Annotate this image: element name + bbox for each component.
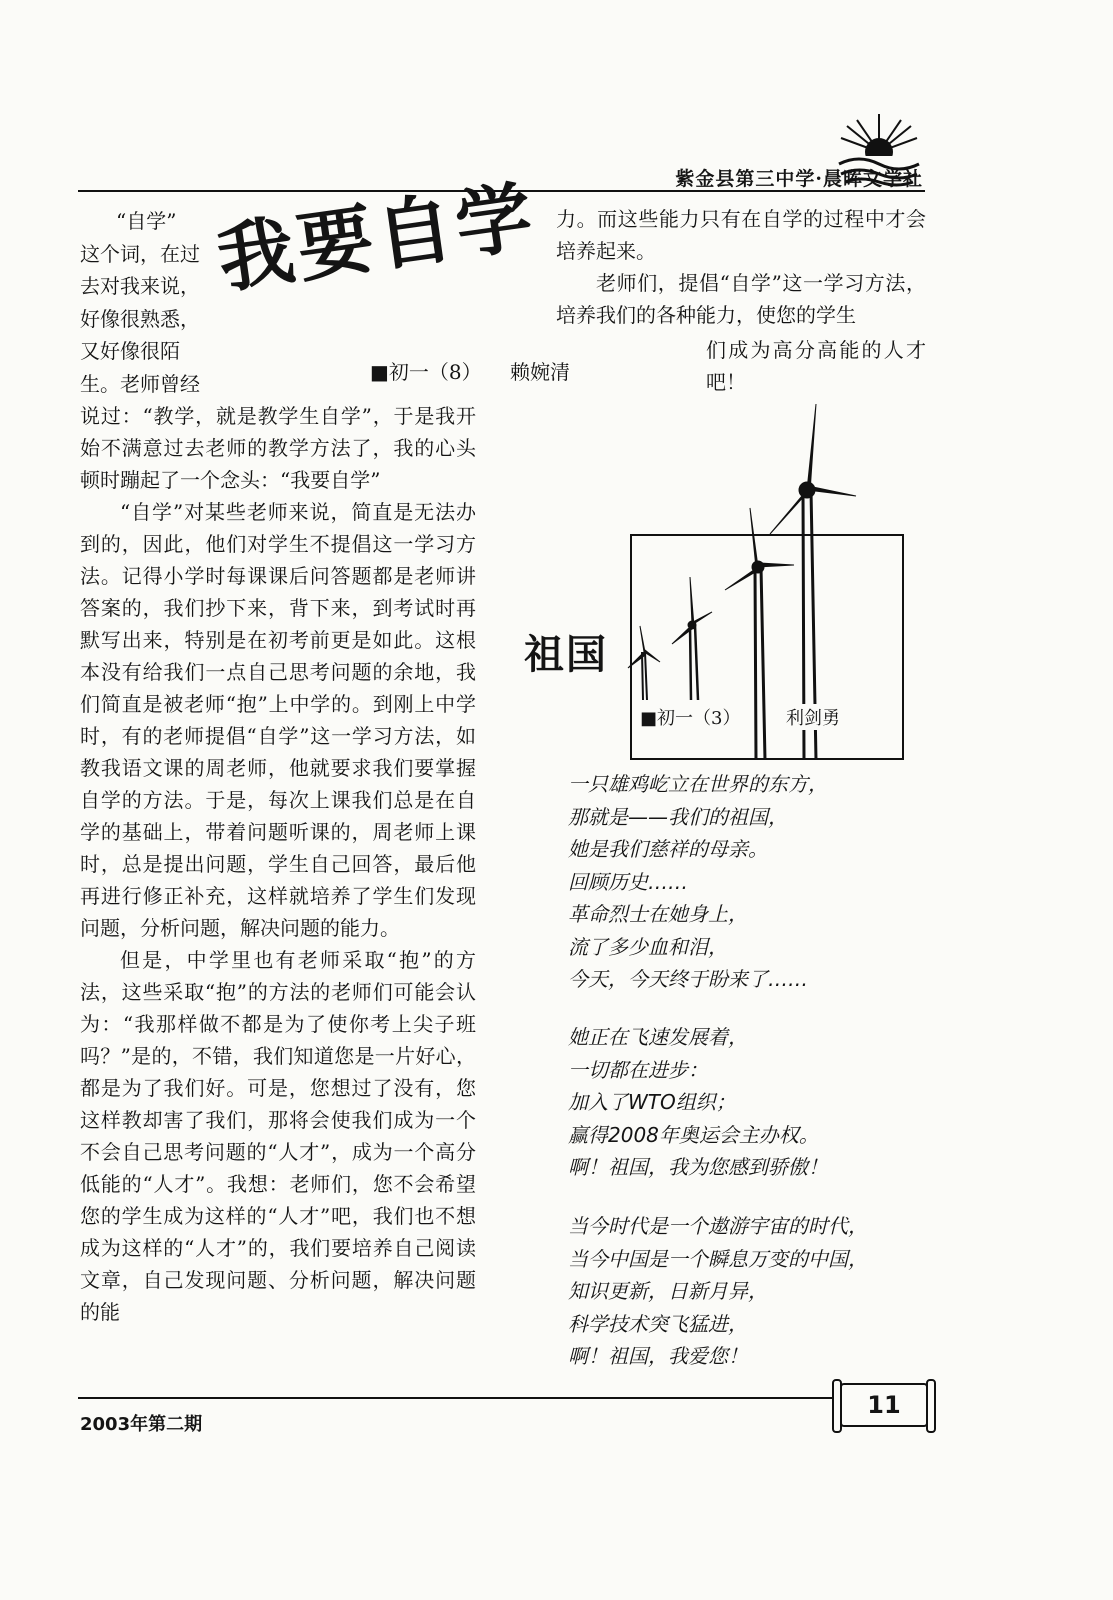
poem-line: 革命烈士在她身上， — [568, 902, 748, 926]
poem-line: 啊！祖国，我为您感到骄傲！ — [568, 1155, 828, 1179]
article-paragraph: 力。而这些能力只有在自学的过程中才会培养起来。 — [556, 207, 926, 263]
poem-title: 祖国 — [524, 631, 608, 678]
poem-line: 科学技术突飞猛进， — [568, 1311, 748, 1336]
article-title: 我要自学 — [212, 171, 542, 304]
poem-byline-class: ■初一（3） — [638, 704, 742, 730]
poem-line: 她正在飞速发展着， — [568, 1025, 748, 1049]
intro-line: 又好像很陌 — [80, 339, 180, 363]
poem-line: 知识更新，日新月异， — [568, 1279, 768, 1303]
intro-line: 去对我来说， — [80, 274, 200, 298]
poem-line: 她是我们慈祥的母亲。 — [568, 837, 768, 861]
issue-label: 2003年第二期 — [80, 1414, 203, 1435]
intro-line: “自学” — [116, 209, 177, 233]
article-body-left — [80, 400, 476, 1328]
poem-line: 今天，今天终于盼来了…… — [568, 967, 808, 991]
bottom-divider — [78, 1397, 848, 1399]
article-paragraph: 但是，中学里也有老师采取“抱”的方法，这些采取“抱”的方法的老师们可能会认为：“我那样做不都是为了使你考上尖子班吗？”是的，不错，我们知道您是一片好心，都是为了我们好。可是，您想过了没有，您这样教却害了我们，那将会使我们成为一个不会自己思考问题的“人才”，成为一个高分低能的“人才”。我想：老师们，您不会希望您的学生成为这样的“人才”吧，我们也不想成为这样的“人才”的，我们要培养自己阅读文章，自己发现问题、分析问题，解决问题的能 — [80, 948, 476, 1324]
poem-stanza — [568, 768, 928, 996]
article-closing: 们成为高分高能的人才吧！ — [706, 338, 926, 394]
poem-line: 加入了WTO组织； — [568, 1090, 736, 1114]
article-intro — [80, 205, 215, 400]
poem-line: 赢得2008年奥运会主办权。 — [568, 1122, 819, 1147]
poem-line: 啊！祖国，我爱您！ — [568, 1344, 748, 1368]
masthead-school-name: 紫金县第三中学·晨晖文学社 — [675, 168, 923, 190]
poem-stanza — [568, 1021, 928, 1184]
article-author: 赖婉清 — [510, 360, 570, 384]
intro-line: 生。老师曾经 — [80, 371, 200, 396]
article-paragraph: “自学”对某些老师来说，简直是无法办到的，因此，他们对学生不提倡这一学习方法。记得小学时每课课后问答题都是老师讲答案的，我们抄下来，背下来，到考试时再默写出来，特别是在初考前更是如此。这根本没有给我们一点自己思考问题的余地，我们简直是被老师“抱”上中学的。到刚上中学时，有的老师提倡“自学”这一学习方法，如教我语文课的周老师，他就要求我们要掌握自学的方法。于是，每次上课我们总是在自学的基础上，带着问题听课的，周老师上课时，总是提出问题，学生自己回答，最后他再进行修正补充，这样就培养了学生们发现问题，分析问题，解决问题的能力。 — [80, 500, 476, 940]
poem-line: 当今时代是一个遨游宇宙的时代， — [568, 1214, 868, 1238]
poem-line: 回顾历史…… — [568, 869, 688, 894]
article-body-right — [556, 203, 926, 331]
poem-line: 一只雄鸡屹立在世界的东方， — [568, 772, 828, 796]
article-paragraph: 老师们，提倡“自学”这一学习方法，培养我们的各种能力，使您的学生 — [556, 271, 926, 327]
poem-line: 那就是——我们的祖国， — [568, 804, 788, 829]
poem-line: 一切都在进步： — [568, 1057, 708, 1082]
page-number: 11 — [840, 1383, 928, 1427]
poem-line: 流了多少血和泪， — [568, 934, 728, 959]
intro-line: 这个词，在过 — [80, 241, 200, 266]
intro-line: 好像很熟悉， — [80, 306, 200, 331]
article-paragraph: 说过：“教学，就是教学生自学”，于是我开始不满意过去老师的教学方法了，我的心头顿时蹦起了一个念头：“我要自学” — [80, 404, 476, 492]
poem-line: 当今中国是一个瞬息万变的中国， — [568, 1246, 868, 1271]
poem-author: 利剑勇 — [784, 704, 842, 730]
poem-stanza — [568, 1210, 928, 1373]
article-byline-class: ■初一（8） — [370, 360, 482, 384]
